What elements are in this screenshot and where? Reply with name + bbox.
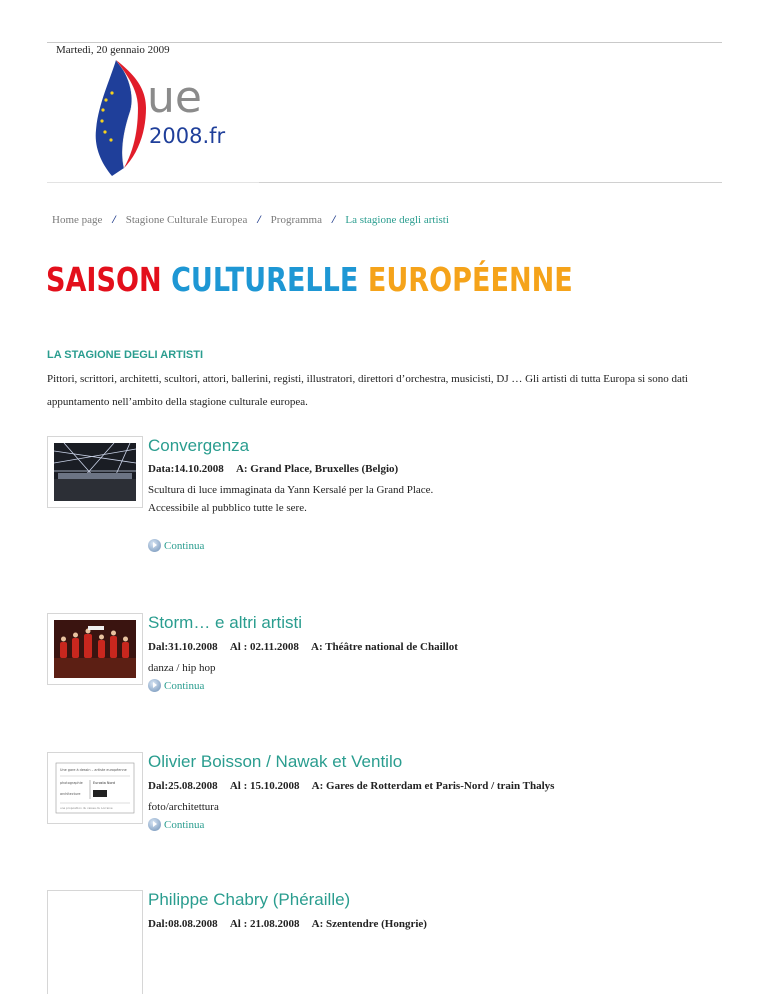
event-thumbnail[interactable] bbox=[47, 752, 143, 824]
event-place: A: Théâtre national de Chaillot bbox=[311, 641, 458, 653]
svg-text:Eurosta Nord: Eurosta Nord bbox=[93, 781, 116, 785]
arrow-right-circle-icon bbox=[148, 818, 161, 831]
logo-divider-right bbox=[259, 182, 722, 183]
arrow-right-circle-icon bbox=[148, 539, 161, 552]
event-place: A: Gares de Rotterdam et Paris-Nord / train Thalys bbox=[311, 780, 555, 792]
arrow-right-circle-icon bbox=[148, 679, 161, 692]
event-meta bbox=[148, 641, 468, 653]
ue2008-logo[interactable] bbox=[94, 60, 244, 180]
breadcrumb-programma[interactable]: Programma bbox=[270, 213, 322, 226]
event-meta bbox=[148, 463, 408, 475]
poster-image bbox=[54, 759, 136, 817]
breadcrumb-separator: / bbox=[112, 212, 116, 226]
current-date: Martedì, 20 gennaio 2009 bbox=[56, 44, 170, 56]
continua-link-label[interactable]: Continua bbox=[164, 818, 205, 831]
event-end-date: Al : 15.10.2008 bbox=[229, 780, 300, 792]
breadcrumb-separator: / bbox=[332, 212, 336, 226]
event-thumbnail[interactable] bbox=[47, 436, 143, 508]
banner-word-culturelle: CULTURELLE bbox=[171, 260, 359, 299]
event-thumbnail[interactable] bbox=[47, 890, 143, 994]
event-meta bbox=[148, 918, 437, 930]
event-place: A: Grand Place, Bruxelles (Belgio) bbox=[235, 463, 399, 475]
event-date: Data:14.10.2008 bbox=[148, 463, 224, 475]
event-title[interactable]: Convergenza bbox=[148, 436, 250, 455]
event-meta bbox=[148, 780, 564, 792]
event-title[interactable]: Philippe Chabry (Phéraille) bbox=[148, 890, 351, 909]
svg-text:photographie: photographie bbox=[60, 781, 83, 785]
banner-word-europeenne: EUROPÉENNE bbox=[367, 260, 573, 299]
event-place: A: Szentendre (Hongrie) bbox=[311, 918, 427, 930]
light-sculpture-image bbox=[54, 443, 136, 501]
dance-photo-image bbox=[54, 620, 136, 678]
event-end-date: Al : 02.11.2008 bbox=[229, 641, 299, 653]
breadcrumb-current: La stagione degli artisti bbox=[345, 213, 449, 226]
continua-link[interactable] bbox=[148, 818, 204, 831]
event-date: Dal:08.08.2008 bbox=[148, 918, 218, 930]
banner-word-saison: SAISON bbox=[46, 260, 162, 299]
event-thumbnail[interactable] bbox=[47, 613, 143, 685]
breadcrumb-stagione[interactable]: Stagione Culturale Europea bbox=[125, 213, 248, 226]
event-title[interactable]: Olivier Boisson / Nawak et Ventilo bbox=[148, 752, 403, 771]
continua-link-label[interactable]: Continua bbox=[164, 539, 205, 552]
event-description: Scultura di luce immaginata da Yann Kersalé per la Grand Place. bbox=[148, 484, 434, 496]
event-date: Dal:31.10.2008 bbox=[148, 641, 218, 653]
svg-text:ue: ue bbox=[147, 72, 202, 123]
flag-logo-icon bbox=[94, 60, 244, 180]
event-description: danza / hip hop bbox=[148, 662, 216, 674]
continua-link-label[interactable]: Continua bbox=[164, 679, 205, 692]
svg-text:2008.fr: 2008.fr bbox=[149, 124, 226, 148]
intro-text: Pittori, scrittori, architetti, scultori, attori, ballerini, registi, illustratori, direttori d’orchestra, musicisti, DJ … Gli artisti di tutta Europa si sono dati appuntamento nell’ambito della stagione culturale europea. bbox=[47, 373, 688, 408]
top-divider bbox=[47, 42, 722, 43]
event-date: Dal:25.08.2008 bbox=[148, 780, 218, 792]
section-title: LA STAGIONE DEGLI ARTISTI bbox=[47, 349, 204, 361]
event-title[interactable]: Storm… e altri artisti bbox=[148, 613, 302, 632]
event-description: foto/architettura bbox=[148, 801, 219, 813]
saison-culturelle-banner bbox=[46, 260, 573, 299]
svg-text:Une gare à dessin – artiste eu: Une gare à dessin – artiste européenne bbox=[60, 768, 127, 772]
continua-link[interactable] bbox=[148, 539, 204, 552]
breadcrumb-separator: / bbox=[257, 212, 261, 226]
event-end-date: Al : 21.08.2008 bbox=[229, 918, 300, 930]
svg-text:une proposition du caisse du L: une proposition du caisse du Lorraine bbox=[60, 806, 113, 810]
logo-divider-left bbox=[47, 182, 259, 183]
continua-link[interactable] bbox=[148, 679, 204, 692]
breadcrumb-home[interactable]: Home page bbox=[52, 213, 103, 226]
event-description: Accessibile al pubblico tutte le sere. bbox=[148, 502, 307, 514]
breadcrumb bbox=[52, 212, 449, 227]
svg-text:architecture: architecture bbox=[60, 792, 81, 796]
